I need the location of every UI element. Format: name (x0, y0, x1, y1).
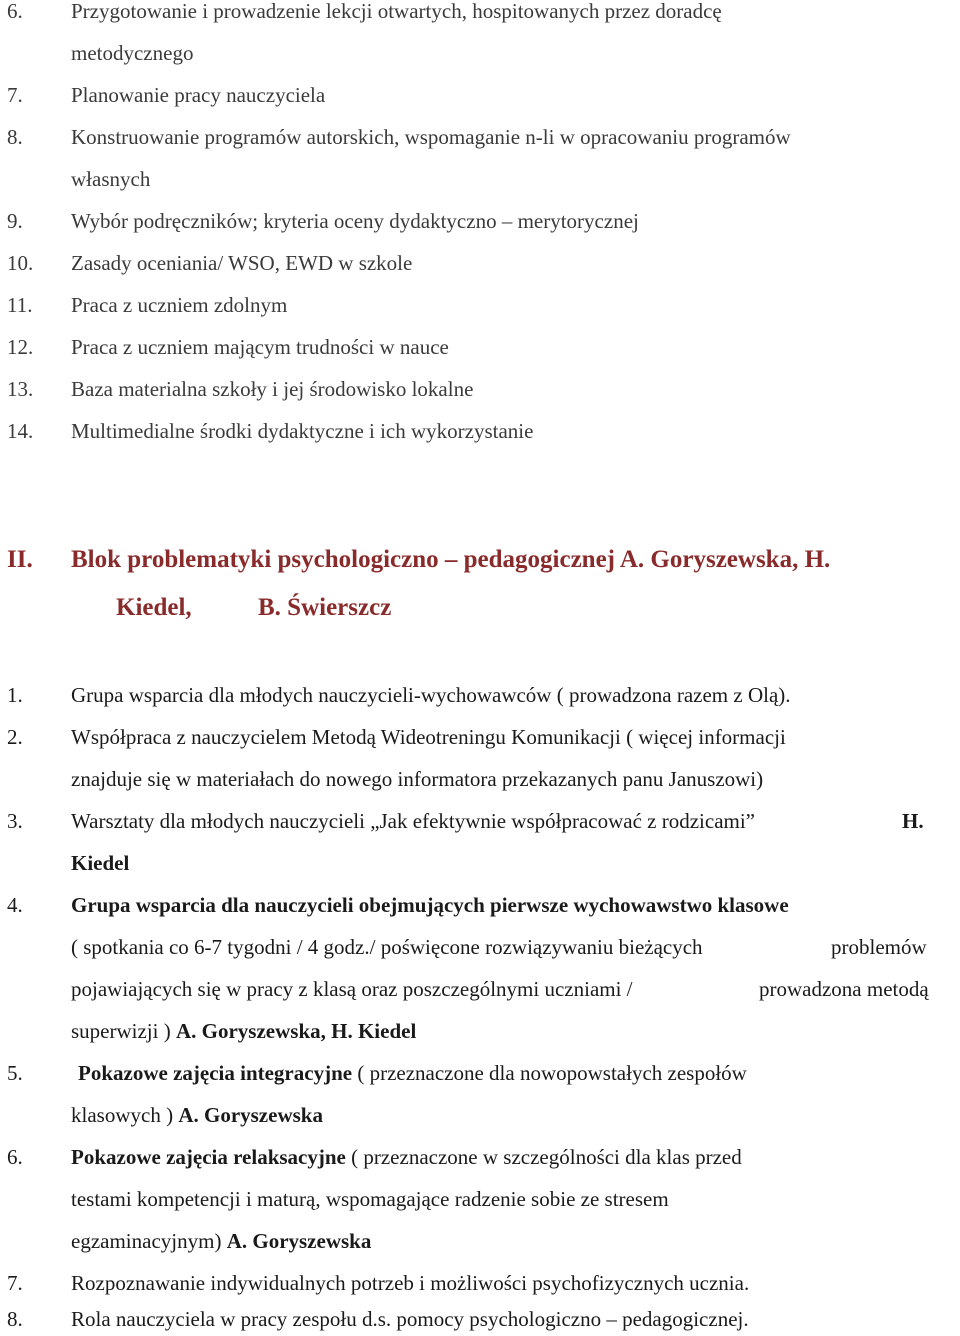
list-text: Przygotowanie i prowadzenie lekcji otwartych, hospitowanych przez doradcę (71, 0, 722, 23)
list-number: 6. (7, 1145, 23, 1169)
list-text: Planowanie pracy nauczyciela (71, 83, 326, 107)
list-text: superwizji ) (71, 1019, 176, 1043)
section-title: Blok problematyki psychologiczno – pedagogicznej A. Goryszewska, H. (71, 546, 831, 573)
list-number: 8. (7, 1307, 23, 1331)
list-text: egzaminacyjnym) (71, 1229, 227, 1253)
list-text-author: H. (902, 809, 924, 833)
list-text: Grupa wsparcia dla młodych nauczycieli-wychowawców ( prowadzona razem z Olą). (71, 683, 791, 707)
list-text: Rola nauczyciela w pracy zespołu d.s. pomocy psychologiczno – pedagogicznej. (71, 1307, 749, 1331)
list-number: 14. (7, 419, 34, 443)
list-number: 6. (7, 0, 23, 23)
list-text: Konstruowanie programów autorskich, wspomaganie n-li w opracowaniu programów (71, 125, 791, 149)
list-text: Baza materialna szkoły i jej środowisko lokalne (71, 377, 474, 401)
list-text: Warsztaty dla młodych nauczycieli „Jak efektywnie współpracować z rodzicami” (71, 809, 756, 833)
list-text-bold: Grupa wsparcia dla nauczycieli obejmujących pierwsze wychowawstwo klasowe (71, 893, 789, 917)
list-text: Multimedialne środki dydaktyczne i ich wykorzystanie (71, 419, 534, 443)
list-text: Współpraca z nauczycielem Metodą Wideotreningu Komunikacji ( więcej informacji (71, 725, 786, 749)
list-number: 7. (7, 83, 23, 107)
list-number: 3. (7, 809, 23, 833)
list-number: 4. (7, 893, 23, 917)
list-text: Praca z uczniem zdolnym (71, 293, 288, 317)
list-text: Wybór podręczników; kryteria oceny dydaktyczno – merytorycznej (71, 209, 639, 233)
list-text: ( przeznaczone dla nowopowstałych zespołów (352, 1061, 747, 1085)
list-number: 11. (7, 293, 33, 317)
list-text: ( przeznaczone w szczególności dla klas przed (345, 1145, 742, 1169)
list-text-author: A. Goryszewska (226, 1229, 372, 1253)
list-number: 13. (7, 377, 34, 401)
section-number: II. (7, 546, 33, 573)
list-text-author: A. Goryszewska, H. Kiedel (175, 1019, 417, 1043)
list-text: znajduje się w materiałach do nowego informatora przekazanych panu Januszowi) (71, 767, 764, 791)
list-text-bold: Pokazowe zajęcia relaksacyjne (71, 1145, 346, 1169)
list-text: klasowych ) (71, 1103, 179, 1127)
list-text: własnych (71, 167, 151, 191)
list-text-bold: Pokazowe zajęcia integracyjne (78, 1061, 353, 1085)
list-number: 9. (7, 209, 23, 233)
list-text-author: A. Goryszewska (178, 1103, 323, 1127)
list-text: ( spotkania co 6-7 tygodni / 4 godz./ poświęcone rozwiązywaniu bieżących (71, 935, 703, 959)
list-text: Rozpoznawanie indywidualnych potrzeb i możliwości psychofizycznych ucznia. (71, 1271, 750, 1295)
list-number: 5. (7, 1061, 23, 1085)
list-text: Praca z uczniem mającym trudności w nauce (71, 335, 449, 359)
section-title-author: B. Świerszcz (258, 594, 392, 621)
list-text: pojawiających się w pracy z klasą oraz poszczególnymi uczniami / (71, 977, 633, 1001)
list-text-author: Kiedel (71, 851, 130, 875)
list-number: 7. (7, 1271, 23, 1295)
list-number: 10. (7, 251, 34, 275)
list-number: 1. (7, 683, 23, 707)
list-text: testami kompetencji i maturą, wspomagające radzenie sobie ze stresem (71, 1187, 669, 1211)
list-number: 8. (7, 125, 23, 149)
list-text: metodycznego (71, 41, 194, 65)
list-text: problemów (831, 935, 927, 959)
list-text: Zasady oceniania/ WSO, EWD w szkole (71, 251, 413, 275)
section-title-author: Kiedel, (116, 594, 192, 621)
list-number: 12. (7, 335, 34, 359)
list-number: 2. (7, 725, 23, 749)
list-text: prowadzona metodą (759, 977, 929, 1001)
